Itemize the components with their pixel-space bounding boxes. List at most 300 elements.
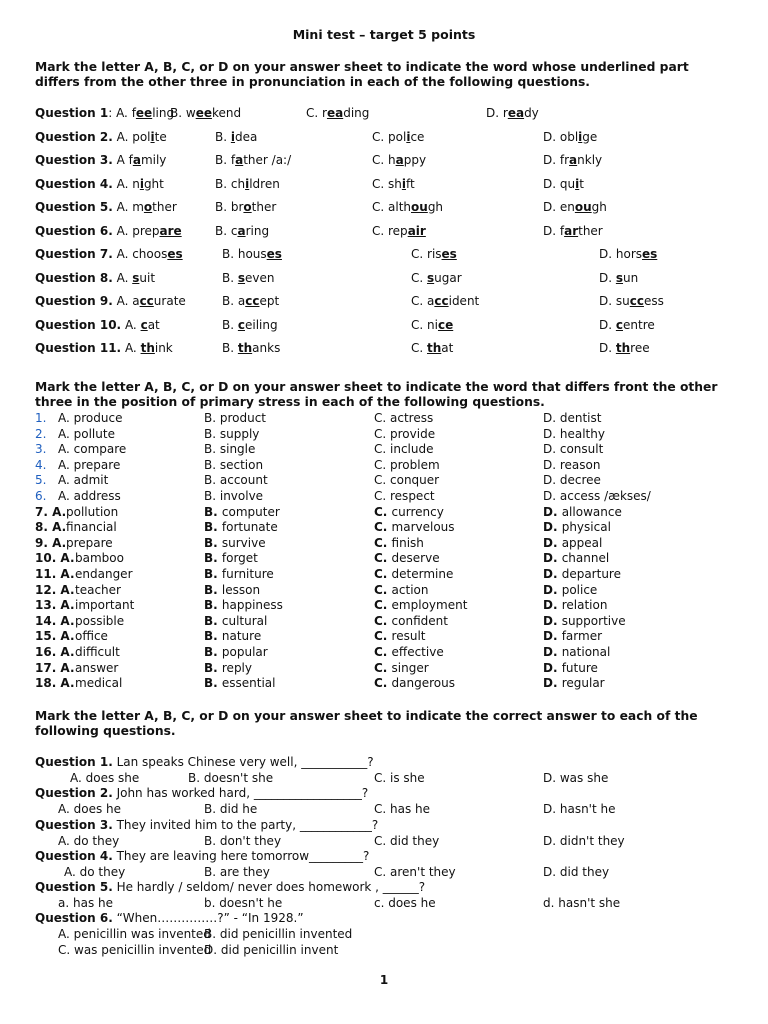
option-text: ther [152, 200, 177, 214]
question-label: Question 9. [35, 294, 113, 308]
stress-number: 14. A. [35, 613, 75, 628]
option-text: result [391, 629, 426, 644]
question-option-c [372, 153, 426, 167]
option-letter: D. [543, 613, 562, 628]
stress-option-c [374, 598, 467, 612]
option-text: confident [391, 613, 448, 628]
question-option-b [215, 130, 257, 144]
stress-option-c: C. include [374, 442, 434, 457]
option-text: A. f [116, 106, 136, 120]
stress-number: 7. A. [35, 504, 67, 519]
stress-option-a: medical [75, 676, 123, 691]
option-letter: C. [374, 676, 392, 691]
question-option-c [411, 318, 453, 332]
stress-option-d [543, 661, 598, 675]
option-letter: D. [543, 504, 562, 519]
option-text: ght [143, 177, 164, 191]
option-text: eiling [245, 318, 278, 332]
option-text: appeal [561, 535, 603, 550]
option-text: mily [140, 153, 167, 167]
question-row [0, 106, 768, 122]
option-text: B. w [170, 106, 196, 120]
stress-row [0, 551, 768, 567]
underlined-segment: o [143, 200, 153, 214]
stress-option-c [374, 645, 444, 659]
question-option-d [543, 224, 603, 238]
question-option-c [306, 106, 369, 120]
option-letter: D. [543, 598, 562, 613]
underlined-segment: i [150, 130, 155, 144]
question-option-d [599, 341, 650, 355]
option-text: gh [591, 200, 607, 214]
stress-number: 5. [35, 473, 47, 488]
underlined-segment: a [132, 153, 141, 167]
question-row [0, 224, 768, 240]
stress-option-a: A. address [58, 489, 121, 503]
option-text: C. a [411, 294, 435, 308]
underlined-segment: th [237, 341, 253, 355]
stress-number: 11. A. [35, 567, 75, 581]
option-text: B. [222, 318, 238, 332]
underlined-segment: i [575, 177, 580, 191]
underlined-segment: air [407, 224, 426, 238]
option-letter: D. [543, 567, 562, 581]
option-letter: C. [374, 629, 392, 644]
underlined-segment: es [642, 247, 658, 261]
underlined-segment: es [266, 247, 282, 261]
option-text: nature [221, 629, 262, 644]
option-text: dy [524, 106, 539, 120]
option-text: forget [221, 551, 258, 566]
question-option-d [543, 153, 602, 167]
question-option-a [35, 318, 160, 332]
option-letter: B. [204, 598, 222, 613]
stress-option-d [543, 598, 607, 612]
stress-row [0, 442, 768, 458]
grammar-question [35, 818, 378, 832]
option-text: A. [124, 341, 141, 355]
option-text: ree [630, 341, 650, 355]
stress-number: 10. A. [35, 551, 75, 566]
option-letter: D. [543, 676, 562, 691]
option-text: ft [406, 177, 415, 191]
stress-number: 15. A. [35, 629, 75, 644]
stress-option-b [204, 505, 280, 519]
question-separator: : [108, 106, 117, 120]
option-text: C. ris [411, 247, 442, 261]
stress-option-a: answer [75, 660, 119, 675]
grammar-options-row [0, 771, 768, 787]
stress-number: 3. [35, 442, 47, 457]
stress-option-d [543, 645, 610, 659]
question-label: Question 1 [35, 106, 109, 120]
grammar-option-b: B. don't they [204, 834, 282, 848]
stress-option-a: important [75, 598, 135, 613]
grammar-option-a: A. does she [70, 771, 140, 785]
option-letter: D. [543, 660, 562, 675]
stress-option-b [204, 567, 274, 581]
stress-row [0, 411, 768, 427]
question-label: Question 6. [35, 224, 113, 238]
stress-option-a: pollution [66, 504, 119, 519]
underlined-segment: i [406, 130, 411, 144]
page-title: Mini test – target 5 points [292, 27, 476, 42]
option-text: D. fr [543, 153, 570, 167]
option-text: B. [222, 271, 238, 285]
option-letter: B. [204, 660, 222, 675]
stress-option-b: B. supply [204, 426, 260, 441]
option-text: effective [391, 645, 444, 659]
section1-instruction: Mark the letter A, B, C, or D on your answer sheet to indicate the word whose underlined part differs from the other three in pronunciation in each of the following questions. [35, 60, 689, 89]
underlined-segment: ar [564, 224, 579, 238]
grammar-question [35, 849, 369, 863]
underlined-segment: i [230, 130, 235, 144]
stress-option-b [204, 661, 252, 675]
option-text: furniture [221, 567, 274, 581]
stress-option-d [543, 520, 611, 534]
stress-option-d [543, 583, 597, 597]
option-text: C. r [306, 106, 327, 120]
option-text: ess [643, 294, 664, 308]
option-text: D. [599, 318, 616, 332]
grammar-option-d: D. was she [543, 771, 609, 785]
option-text: B. f [215, 153, 236, 167]
option-letter: C. [374, 660, 392, 675]
stress-option-a: A. compare [58, 442, 127, 457]
option-text: even [245, 271, 275, 285]
option-text: computer [221, 504, 280, 519]
stress-option-b [204, 629, 261, 643]
question-label: Question 7. [35, 247, 113, 261]
option-text: ldren [249, 177, 280, 191]
option-text: C. [411, 271, 428, 285]
option-text: departure [561, 567, 621, 581]
option-text: B. [222, 341, 238, 355]
option-text: survive [221, 535, 266, 550]
option-text: regular [561, 676, 605, 691]
page-number: 1 [379, 973, 389, 987]
option-letter: D. [543, 582, 562, 597]
grammar-options-row [0, 943, 768, 959]
stress-option-a: office [75, 629, 108, 644]
grammar-option-d: d. hasn't she [543, 896, 621, 910]
option-text: future [561, 660, 598, 675]
option-text: ce [410, 130, 425, 144]
underlined-segment: i [578, 130, 583, 144]
question-row [0, 318, 768, 334]
question-row [0, 271, 768, 287]
option-letter: B. [204, 520, 222, 535]
stress-row [0, 614, 768, 630]
question-option-a [35, 200, 177, 214]
option-letter: B. [204, 504, 222, 519]
option-text: D. hors [599, 247, 643, 261]
stress-option-a: difficult [75, 645, 120, 659]
question-row [0, 341, 768, 357]
option-text: C. sh [372, 177, 402, 191]
grammar-question [35, 880, 425, 894]
question-label: Question 5. [35, 200, 113, 214]
option-text: police [561, 582, 598, 597]
question-option-b [170, 106, 241, 120]
grammar-option-c: C. is she [374, 771, 425, 785]
stress-option-a: possible [75, 613, 125, 628]
grammar-question-stem: They invited him to the party, ____________? [112, 818, 379, 832]
grammar-option-b: B. did penicillin invented [204, 927, 353, 941]
stress-option-c: C. conquer [374, 473, 440, 488]
option-text: D. en [543, 200, 575, 214]
option-text: A. prep [116, 224, 160, 238]
stress-option-c [374, 629, 426, 643]
option-text: un [623, 271, 639, 285]
option-letter: D. [543, 520, 562, 535]
stress-row [0, 645, 768, 661]
grammar-option-d: D. did they [543, 865, 610, 879]
question-option-a [35, 177, 164, 191]
stress-option-d [543, 505, 622, 519]
underlined-segment: ee [195, 106, 212, 120]
option-text: farmer [561, 629, 603, 644]
option-text: marvelous [391, 520, 455, 535]
option-letter: C. [374, 582, 392, 597]
option-text: A f [116, 153, 133, 167]
option-letter: D. [543, 551, 562, 566]
option-text: B. ch [215, 177, 246, 191]
option-text: te [154, 130, 167, 144]
option-text: A. n [116, 177, 140, 191]
option-text: ept [259, 294, 280, 308]
stress-row [0, 598, 768, 614]
question-option-d [599, 271, 638, 285]
option-text: fortunate [221, 520, 278, 535]
option-text: relation [561, 598, 608, 613]
grammar-options-row [0, 865, 768, 881]
stress-number: 4. [35, 457, 47, 472]
stress-option-d: D. reason [543, 457, 601, 472]
stress-option-b [204, 551, 258, 565]
grammar-option-d: D. didn't they [543, 834, 625, 848]
underlined-segment: c [615, 318, 623, 332]
stress-option-b [204, 520, 278, 534]
option-text: allowance [561, 504, 622, 519]
grammar-option-b: b. doesn't he [204, 896, 283, 910]
stress-option-d [543, 567, 621, 581]
underlined-segment: cc [434, 294, 449, 308]
stress-option-a: A. prepare [58, 457, 121, 472]
underlined-segment: th [140, 341, 155, 355]
stress-number: 6. [35, 489, 47, 503]
stress-option-c [374, 614, 448, 628]
option-letter: C. [374, 613, 392, 628]
question-option-c [411, 271, 462, 285]
grammar-options-row [0, 802, 768, 818]
grammar-question-label: Question 4. [35, 849, 113, 863]
grammar-question-stem: He hardly / seldom/ never does homework , ______? [112, 880, 426, 894]
option-text: B. [215, 130, 231, 144]
question-option-b [222, 318, 278, 332]
underlined-segment: th [615, 341, 631, 355]
stress-row [0, 520, 768, 536]
question-option-b [222, 247, 282, 261]
option-text: dangerous [391, 676, 455, 691]
underlined-segment: es [441, 247, 457, 261]
underlined-segment: are [159, 224, 182, 238]
underlined-segment: s [132, 271, 140, 285]
underlined-segment: a [395, 153, 404, 167]
stress-option-c: C. respect [374, 489, 435, 503]
question-row [0, 153, 768, 169]
stress-number: 1. [35, 411, 47, 425]
option-text: at [147, 318, 160, 332]
option-text: gh [427, 200, 444, 214]
option-letter: C. [374, 520, 392, 535]
question-row [0, 177, 768, 193]
section2-instruction: Mark the letter A, B, C, or D on your answer sheet to indicate the word that differs front the other three in the position of primary stress in each of the following questions. [35, 380, 718, 409]
option-text: A. m [116, 200, 144, 214]
underlined-segment: s [237, 271, 246, 285]
option-text: ppy [403, 153, 427, 167]
question-option-d [543, 130, 597, 144]
stress-option-a: teacher [75, 582, 121, 597]
stress-option-c [374, 505, 444, 519]
option-text: at [441, 341, 454, 355]
underlined-segment: s [427, 271, 435, 285]
grammar-option-d: D. hasn't he [543, 802, 616, 816]
option-text: ding [343, 106, 370, 120]
option-text: A. [124, 318, 141, 332]
stress-number: 13. A. [35, 598, 75, 613]
option-text: C. [411, 341, 428, 355]
option-text: entre [623, 318, 655, 332]
option-letter: D. [543, 535, 562, 550]
option-text: A. choos [116, 247, 168, 261]
stress-option-c [374, 536, 424, 550]
stress-option-d: D. healthy [543, 426, 605, 441]
stress-option-d [543, 551, 609, 565]
question-option-c [411, 294, 479, 308]
option-text: ther [578, 224, 603, 238]
option-text: urate [153, 294, 186, 308]
option-text: ge [582, 130, 598, 144]
stress-number: 2. [35, 426, 47, 441]
underlined-segment: i [245, 177, 250, 191]
stress-option-c [374, 551, 440, 565]
grammar-question-label: Question 3. [35, 818, 113, 832]
question-option-a [35, 130, 167, 144]
question-option-c [411, 341, 453, 355]
stress-option-c [374, 520, 455, 534]
stress-option-b [204, 676, 276, 690]
grammar-option-c: c. does he [374, 896, 436, 910]
grammar-question [35, 755, 374, 769]
stress-option-c: C. provide [374, 426, 436, 441]
stress-option-d: D. dentist [543, 411, 602, 425]
underlined-segment: es [167, 247, 183, 261]
option-text: reply [221, 660, 252, 675]
stress-option-d: D. decree [543, 473, 601, 488]
grammar-question-stem: John has worked hard, __________________? [112, 786, 369, 800]
stress-option-c [374, 583, 428, 597]
option-text: ther [251, 200, 277, 214]
option-text: B. a [222, 294, 246, 308]
question-option-a [35, 294, 186, 308]
underlined-segment: cc [245, 294, 260, 308]
stress-number: 16. A. [35, 645, 75, 659]
stress-option-c [374, 676, 455, 690]
stress-option-b [204, 645, 268, 659]
stress-row [0, 489, 768, 505]
grammar-option-b: B. are they [204, 865, 270, 879]
grammar-options-row [0, 896, 768, 912]
grammar-question-label: Question 1. [35, 755, 113, 769]
question-label: Question 8. [35, 271, 113, 285]
question-option-d [543, 200, 607, 214]
stress-option-a: bamboo [75, 551, 124, 566]
section3-instruction: Mark the letter A, B, C, or D on your answer sheet to indicate the correct answer to each of the following questions. [35, 709, 698, 738]
stress-row [0, 567, 768, 583]
option-text: uit [139, 271, 156, 285]
underlined-segment: ea [326, 106, 344, 120]
stress-row [0, 629, 768, 645]
stress-number: 12. A. [35, 582, 75, 597]
question-option-d [599, 294, 664, 308]
question-label: Question 3. [35, 153, 113, 167]
option-letter: B. [204, 613, 222, 628]
underlined-segment: ea [507, 106, 525, 120]
underlined-segment: cc [139, 294, 154, 308]
stress-row [0, 661, 768, 677]
option-letter: D. [543, 645, 562, 659]
underlined-segment: c [237, 318, 245, 332]
underlined-segment: i [401, 177, 406, 191]
stress-option-c [374, 567, 453, 581]
option-text: kend [211, 106, 242, 120]
option-text: D. obl [543, 130, 579, 144]
question-option-b [215, 200, 276, 214]
grammar-question-label: Question 6. [35, 911, 113, 925]
underlined-segment: s [615, 271, 624, 285]
question-option-d [543, 177, 584, 191]
stress-option-a: A. produce [58, 411, 123, 425]
option-text: ugar [434, 271, 462, 285]
option-text: t [579, 177, 584, 191]
grammar-question-stem: Lan speaks Chinese very well, ___________? [112, 755, 374, 769]
question-option-c [372, 224, 426, 238]
question-option-b [215, 153, 291, 167]
option-text: dea [235, 130, 258, 144]
grammar-option-b: B. did he [204, 802, 258, 816]
option-text: C. alth [372, 200, 412, 214]
stress-option-d [543, 629, 602, 643]
stress-option-a: financial [66, 520, 117, 535]
option-text: national [561, 645, 611, 659]
option-text: action [391, 582, 429, 597]
stress-row [0, 427, 768, 443]
option-text: anks [252, 341, 281, 355]
question-label: Question 4. [35, 177, 113, 191]
stress-option-a: endanger [75, 567, 133, 581]
question-option-b [222, 294, 279, 308]
question-row [0, 247, 768, 263]
option-text: happiness [221, 598, 283, 613]
option-text: currency [391, 504, 444, 519]
question-option-d [486, 106, 539, 120]
stress-option-d [543, 614, 626, 628]
stress-row [0, 505, 768, 521]
grammar-options-row [0, 834, 768, 850]
grammar-option-a: A. does he [58, 802, 122, 816]
underlined-segment: o [243, 200, 252, 214]
